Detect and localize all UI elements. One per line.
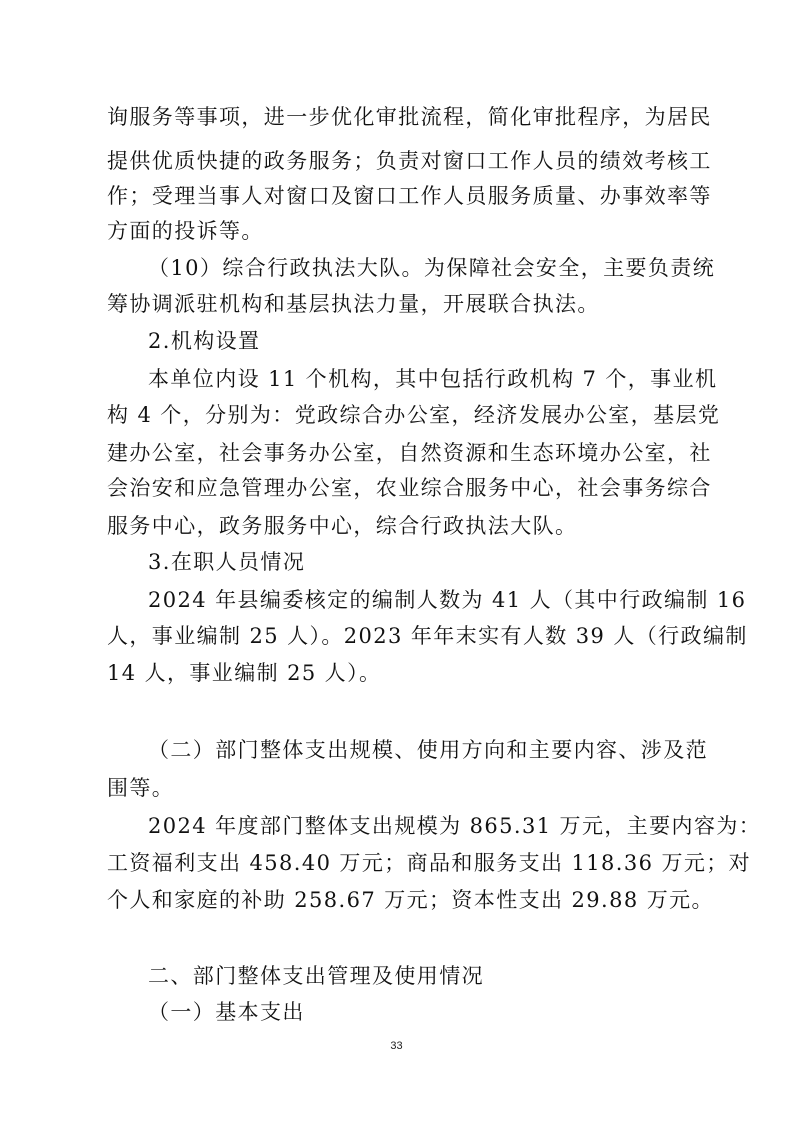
p5-line1: （二）部门整体支出规模、使用方向和主要内容、涉及范: [148, 738, 708, 762]
p5-line2: 围等。: [107, 776, 175, 800]
p2-line1: （10）综合行政执法大队。为保障社会安全，主要负责统: [148, 256, 716, 280]
heading-staff: 3.在职人员情况: [148, 550, 306, 574]
p3-line2: 构 4 个，分别为：党政综合办公室，经济发展办公室，基层党: [107, 403, 721, 427]
p1-line2: 提供优质快捷的政务服务；负责对窗口工作人员的绩效考核工: [107, 149, 712, 173]
heading-basic-expenditure: （一）基本支出: [148, 1000, 305, 1024]
p3-line1: 本单位内设 11 个机构，其中包括行政机构 7 个，事业机: [148, 367, 718, 391]
heading-section-2: 二、部门整体支出管理及使用情况: [148, 964, 484, 988]
p4-line1: 2024 年县编委核定的编制人数为 41 人（其中行政编制 16: [148, 588, 747, 612]
p2-line2: 筹协调派驻机构和基层执法力量，开展联合执法。: [107, 292, 600, 316]
p3-line4: 会治安和应急管理办公室，农业综合服务中心，社会事务综合: [107, 476, 712, 500]
p4-line3: 14 人，事业编制 25 人）。: [107, 661, 382, 685]
p1-line1: 询服务等事项，进一步优化审批流程，简化审批程序，为居民: [107, 105, 712, 129]
p1-line3: 作；受理当事人对窗口及窗口工作人员服务质量、办事效率等: [107, 184, 712, 208]
p6-line2: 工资福利支出 458.40 万元；商品和服务支出 118.36 万元；对: [107, 851, 752, 875]
p1-line4: 方面的投诉等。: [107, 219, 264, 243]
p3-line5: 服务中心，政务服务中心，综合行政执法大队。: [107, 514, 578, 538]
p4-line2: 人，事业编制 25 人）。2023 年年末实有人数 39 人（行政编制: [107, 624, 748, 648]
p6-line1: 2024 年度部门整体支出规模为 865.31 万元，主要内容为：: [148, 814, 762, 838]
p3-line3: 建办公室，社会事务办公室，自然资源和生态环境办公室，社: [107, 441, 712, 465]
heading-org-setup: 2.机构设置: [148, 329, 261, 353]
page-number: 33: [390, 1040, 403, 1052]
p6-line3: 个人和家庭的补助 258.67 万元；资本性支出 29.88 万元。: [107, 888, 714, 912]
